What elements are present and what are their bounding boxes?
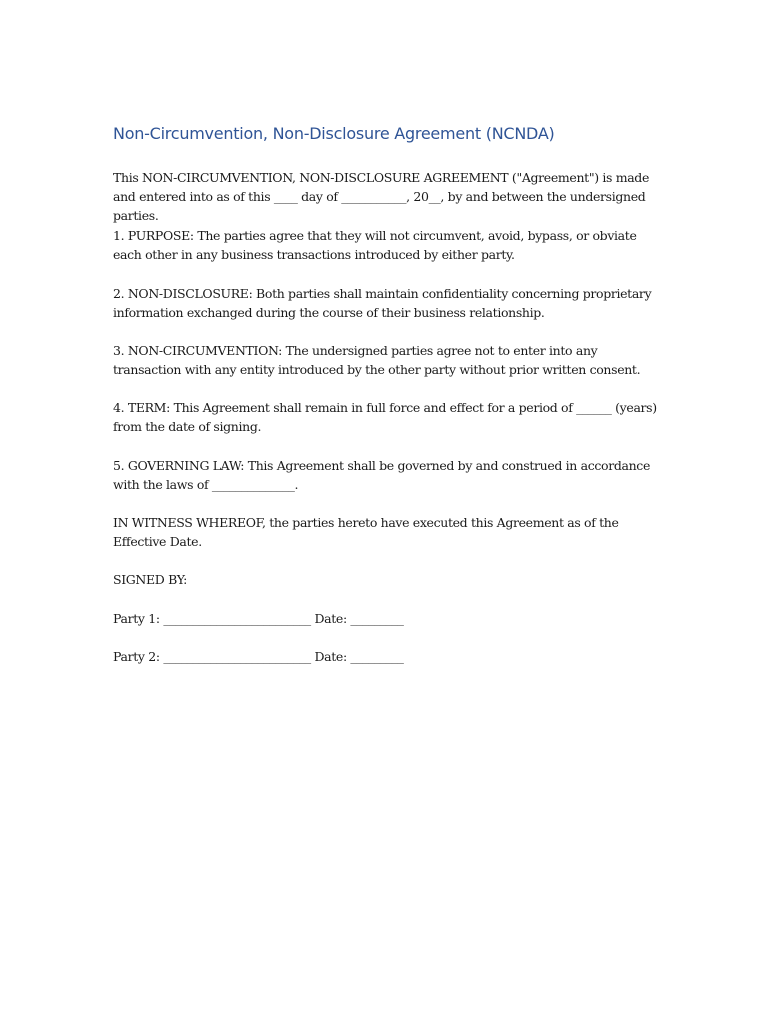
section-governing-law: 5. GOVERNING LAW: This Agreement shall be governed by and construed in accordance with the laws of ______________.	[113, 458, 650, 492]
section-term: 4. TERM: This Agreement shall remain in full force and effect for a period of ______ (years) from the date of signing.	[113, 400, 657, 434]
signature-line-party-2: Party 2: _________________________ Date: _________	[113, 649, 404, 664]
document-page	[113, 0, 658, 1024]
witness-paragraph: IN WITNESS WHEREOF, the parties hereto have executed this Agreement as of the Effective Date.	[113, 515, 619, 549]
signed-by-label: SIGNED BY:	[113, 572, 187, 587]
section-purpose: 1. PURPOSE: The parties agree that they will not circumvent, avoid, bypass, or obviate each other in any business transactions introduced by either party.	[113, 228, 637, 262]
section-non-circumvention: 3. NON-CIRCUMVENTION: The undersigned parties agree not to enter into any transaction with any entity introduced by the other party without prior written consent.	[113, 343, 641, 377]
section-non-disclosure: 2. NON-DISCLOSURE: Both parties shall maintain confidentiality concerning proprietary information exchanged during the course of their business relationship.	[113, 286, 652, 320]
document-title: Non-Circumvention, Non-Disclosure Agreement (NCNDA)	[113, 124, 555, 143]
signature-line-party-1: Party 1: _________________________ Date: _________	[113, 611, 404, 626]
intro-paragraph: This NON-CIRCUMVENTION, NON-DISCLOSURE AGREEMENT ("Agreement") is made and entered into as of this ____ day of ___________, 20__, by and between the undersigned parties.	[113, 170, 650, 223]
